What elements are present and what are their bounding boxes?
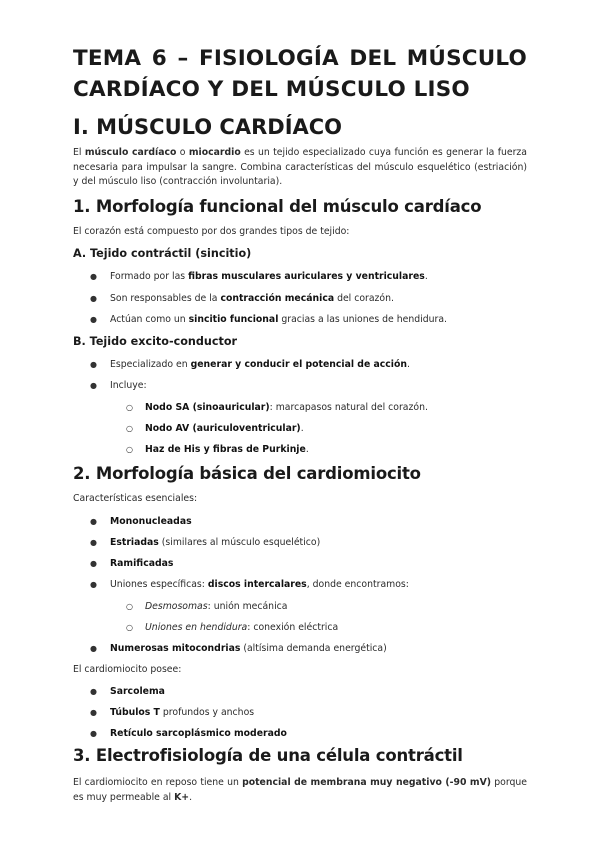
subsection-heading-morfologia-funcional: 1. Morfología funcional del músculo cardíaco <box>73 197 482 216</box>
bullet-icon: ● <box>90 559 97 568</box>
cardiomiocito-intro: El cardiomiocito posee: <box>73 664 182 675</box>
bullet-icon: ● <box>90 729 97 738</box>
bullet-icon: ● <box>90 580 97 589</box>
bullet-icon: ● <box>90 538 97 547</box>
list-item: ● Numerosas mitocondrias (altísima demanda energética) <box>90 643 387 654</box>
caracteristicas-intro: Características esenciales: <box>73 493 198 504</box>
tejido-contractil-heading: A. Tejido contráctil (sincitio) <box>73 247 252 260</box>
circle-bullet-icon: ○ <box>126 602 133 611</box>
subsection-heading-electrofisiologia: 3. Electrofisiología de una célula contráctil <box>73 746 463 765</box>
list-item: ● Son responsables de la contracción mecánica del corazón. <box>90 293 394 304</box>
bullet-icon: ● <box>90 381 97 390</box>
sub-list-item: ○ Uniones en hendidura: conexión eléctrica <box>126 622 339 633</box>
bullet-icon: ● <box>90 315 97 324</box>
list-item: ● Incluye: <box>90 380 147 391</box>
sub-list-item: ○ Nodo AV (auriculoventricular). <box>126 423 304 434</box>
tejido-excito-conductor-heading: B. Tejido excito-conductor <box>73 335 238 348</box>
circle-bullet-icon: ○ <box>126 445 133 454</box>
bullet-icon: ● <box>90 360 97 369</box>
sub-list-item: ○ Desmosomas: unión mecánica <box>126 601 288 612</box>
list-item: ● Túbulos T profundos y anchos <box>90 707 255 718</box>
bullet-icon: ● <box>90 294 97 303</box>
circle-bullet-icon: ○ <box>126 403 133 412</box>
bullet-icon: ● <box>90 517 97 526</box>
intro-paragraph: El músculo cardíaco o miocardio es un tejido especializado cuya función es generar la fuerza necesaria para impulsar la sangre. Combina características del músculo esquelético (estriación) y del músculo liso (contracción involuntaria). <box>73 147 527 187</box>
circle-bullet-icon: ○ <box>126 623 133 632</box>
circle-bullet-icon: ○ <box>126 424 133 433</box>
bullet-icon: ● <box>90 272 97 281</box>
subsection-heading-morfologia-basica: 2. Morfología básica del cardiomiocito <box>73 464 421 483</box>
bullet-icon: ● <box>90 687 97 696</box>
bullet-icon: ● <box>90 644 97 653</box>
list-item: ● Mononucleadas <box>90 516 192 527</box>
list-item: ● Actúan como un sincitio funcional gracias a las uniones de hendidura. <box>90 314 447 325</box>
tejidos-intro: El corazón está compuesto por dos grandes tipos de tejido: <box>73 226 350 237</box>
list-item: ● Ramificadas <box>90 558 174 569</box>
sub-list-item: ○ Nodo SA (sinoauricular): marcapasos natural del corazón. <box>126 402 428 413</box>
list-item: ● Uniones específicas: discos intercalares, donde encontramos: <box>90 579 409 590</box>
list-item: ● Especializado en generar y conducir el potencial de acción. <box>90 359 410 370</box>
sub-list-item: ○ Haz de His y fibras de Purkinje. <box>126 444 309 455</box>
list-item: ● Estriadas (similares al músculo esquelético) <box>90 537 321 548</box>
bullet-icon: ● <box>90 708 97 717</box>
section-heading-musculo-cardiaco: I. MÚSCULO CARDÍACO <box>73 115 343 139</box>
document-title: TEMA 6 – FISIOLOGÍA DEL MÚSCULO CARDÍACO Y DEL MÚSCULO LISO <box>73 46 527 102</box>
list-item: ● Retículo sarcoplásmico moderado <box>90 728 287 739</box>
electrofisiologia-paragraph: El cardiomiocito en reposo tiene un potencial de membrana muy negativo (-90 mV) porque es muy permeable al K+. <box>73 777 527 803</box>
list-item: ● Formado por las fibras musculares auriculares y ventriculares. <box>90 271 428 282</box>
list-item: ● Sarcolema <box>90 686 165 697</box>
